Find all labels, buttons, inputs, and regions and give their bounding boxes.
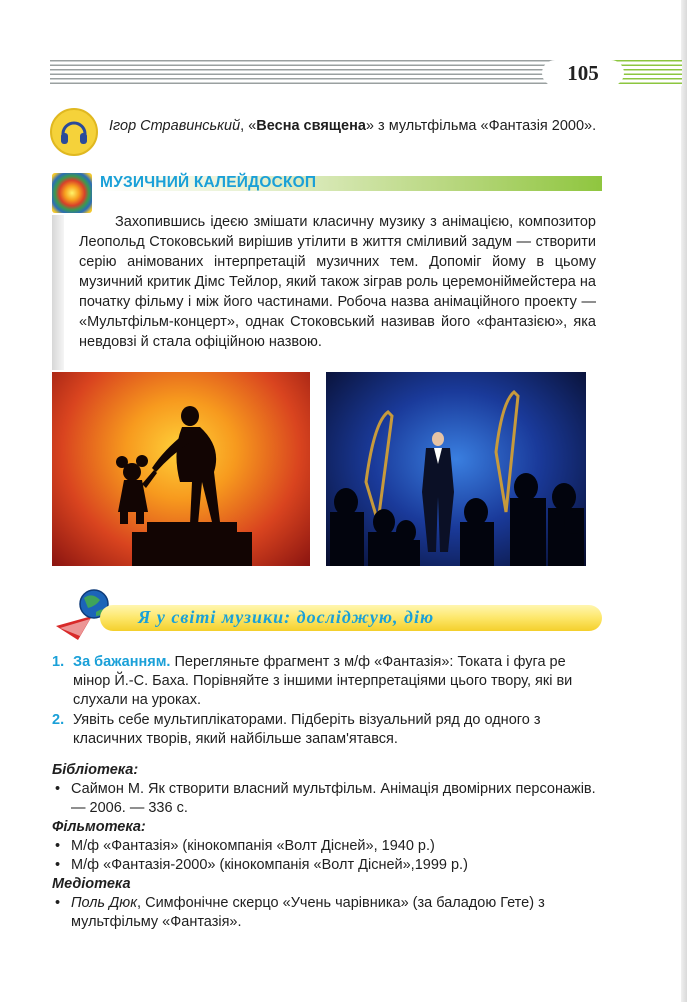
task-number: 1. bbox=[52, 654, 65, 670]
filmotheque-heading: Фільмотека: bbox=[52, 819, 146, 835]
references bbox=[52, 761, 607, 932]
photo-orchestra-stage bbox=[326, 372, 586, 566]
page-edge bbox=[681, 0, 687, 1002]
task-text: Перегляньте фрагмент з м/ф «Фантазія»: Токата і фуга ре мінор Й.-С. Баха. Порівняйте з іншими інтерпретаціями цього твору, які ви слухали на уроках. bbox=[73, 654, 573, 708]
mediatheque-heading: Медіотека bbox=[52, 876, 131, 892]
composer-name: Ігор Стравинський bbox=[109, 118, 241, 134]
kaleidoscope-side-bar bbox=[52, 215, 64, 370]
task-lead: За бажанням. bbox=[73, 654, 171, 670]
task-number: 2. bbox=[52, 712, 65, 728]
kaleidoscope-icon bbox=[52, 173, 92, 213]
media-author: Поль Дюк bbox=[71, 895, 138, 911]
media-item bbox=[52, 894, 607, 932]
task-list bbox=[52, 653, 607, 750]
film-item: • М/ф «Фантазія-2000» (кінокомпанія «Волт Дісней»,1999 р.) bbox=[52, 856, 607, 875]
library-heading: Бібліотека: bbox=[52, 762, 139, 778]
task-text: Уявіть себе мультиплікаторами. Підберіть візуальний ряд до одного з класичних творів, який найбільше запам'ятався. bbox=[73, 712, 541, 747]
kaleidoscope-title: МУЗИЧНИЙ КАЛЕЙДОСКОП bbox=[100, 174, 317, 191]
page-number: 105 bbox=[542, 60, 624, 86]
task-item bbox=[52, 711, 607, 749]
listening-note: Ігор Стравинський, «Весна священа» з мультфільма «Фантазія 2000». bbox=[109, 118, 597, 134]
film-item: • М/ф «Фантазія» (кінокомпанія «Волт Дісней», 1940 р.) bbox=[52, 837, 607, 856]
photo-silhouette-conductor-mickey bbox=[52, 372, 310, 566]
media-text: , Симфонічне скерцо «Учень чарівника» (за баладою Гете) з мультфільму «Фантазія». bbox=[71, 895, 545, 930]
library-item: • Саймон М. Як створити власний мультфільм. Анімація двомірних персонажів. — 2006. — 336 с. bbox=[52, 780, 607, 818]
task-item bbox=[52, 653, 607, 710]
section-title: Я у світі музики: досліджую, дію bbox=[138, 607, 435, 627]
kaleidoscope-text: Захопившись ідеєю змішати класичну музику з анімацією, композитор Леопольд Стоковський вирішив утілити в життя сміливий задум — створити серію анімованих інтерпретацій музичних тем. Допоміг йому в цьому музичний критик Дімс Тейлор, який також зіграв роль церемоніймейстера на початку фільму і між його частинами. Робоча назва анімаційного проекту — «Мультфільм-концерт», однак Стоковський називав його «фантазією», яка невдовзі й стала офіційною назвою. bbox=[79, 214, 596, 350]
headphones-icon bbox=[50, 108, 98, 156]
work-title: Весна священа bbox=[256, 118, 366, 134]
